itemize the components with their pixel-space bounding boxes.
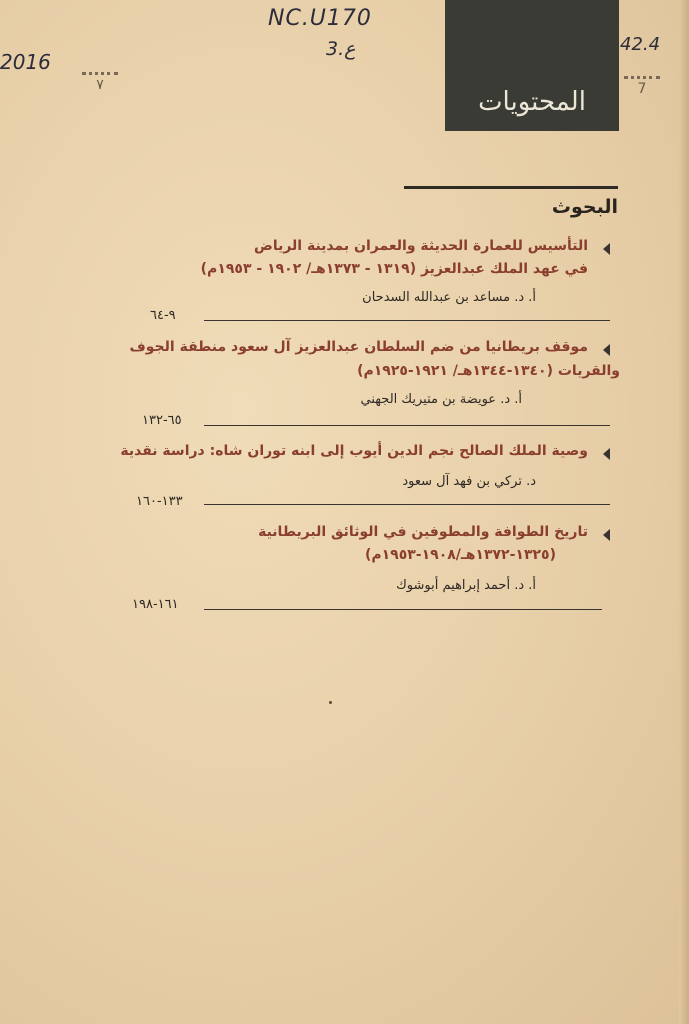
triangle-bullet-icon (603, 529, 610, 541)
entry-title-line1: موقف بريطانيا من ضم السلطان عبدالعزيز آل سعود منطقة الجوف (129, 339, 588, 355)
entry-title-line2: والقريات (١٣٤٠-١٣٤٤هـ/ ١٩٢١-١٩٢٥م) (357, 363, 620, 379)
triangle-bullet-icon (603, 448, 610, 460)
toc-entry[interactable] (130, 238, 610, 328)
entry-title-line1: تاريخ الطوافة والمطوفين في الوثائق البريطانية (258, 524, 588, 540)
handwritten-year: 2016 (0, 50, 51, 74)
handwritten-note: 42.4 (620, 34, 661, 55)
entry-leader-line (204, 609, 602, 610)
entry-author: د. تركي بن فهد آل سعود (402, 474, 536, 489)
handwritten-issue-code: 3.ع (326, 38, 356, 60)
entry-leader-line (204, 504, 610, 505)
triangle-bullet-icon (603, 243, 610, 255)
entry-pages: ١٣٣-١٦٠ (136, 494, 183, 509)
triangle-bullet-icon (603, 344, 610, 356)
entry-title-line1: التأسيس للعمارة الحديثة والعمران بمدينة الرياض (253, 238, 588, 254)
entry-title-line1: وصية الملك الصالح نجم الدين أيوب إلى ابنه توران شاه: دراسة نقدية (120, 443, 588, 459)
toc-entry[interactable] (129, 339, 620, 429)
section-heading: البحوث (551, 196, 618, 218)
page-number-arabic-text: ٧ (96, 77, 104, 93)
entry-pages: ٦٥-١٣٢ (142, 413, 182, 428)
entry-pages: ٩-٦٤ (150, 308, 176, 323)
entry-title-line2: (١٣٢٥-١٣٧٢هـ/١٩٠٨-١٩٥٣م) (364, 547, 556, 563)
page-edge (679, 0, 689, 1024)
paper-speck (329, 701, 332, 704)
page-number-latin (624, 76, 660, 97)
section-divider (404, 186, 618, 189)
entry-leader-line (204, 425, 610, 426)
entry-pages: ١٦١-١٩٨ (132, 597, 179, 612)
toc-entry[interactable] (120, 443, 610, 513)
entry-author: أ. د. عويضة بن متيريك الجهني (360, 392, 522, 407)
toc-entry[interactable] (130, 524, 610, 614)
dotted-mark (624, 76, 660, 79)
entry-author: أ. د. أحمد إبراهيم أبوشوك (396, 578, 536, 593)
entry-author: أ. د. مساعد بن عبدالله السدحان (362, 290, 536, 305)
handwritten-catalog-code: NC.U170 (268, 6, 372, 31)
dotted-mark (82, 72, 118, 75)
contents-title-box (445, 0, 619, 131)
page-number-latin-text: 7 (637, 81, 647, 97)
entry-leader-line (204, 320, 610, 321)
entry-title-line2: في عهد الملك عبدالعزيز (١٣١٩ - ١٣٧٣هـ/ ١٩٠٢ - ١٩٥٣م) (200, 261, 588, 277)
page-number-arabic (82, 72, 118, 93)
page-title: المحتويات (478, 87, 586, 117)
